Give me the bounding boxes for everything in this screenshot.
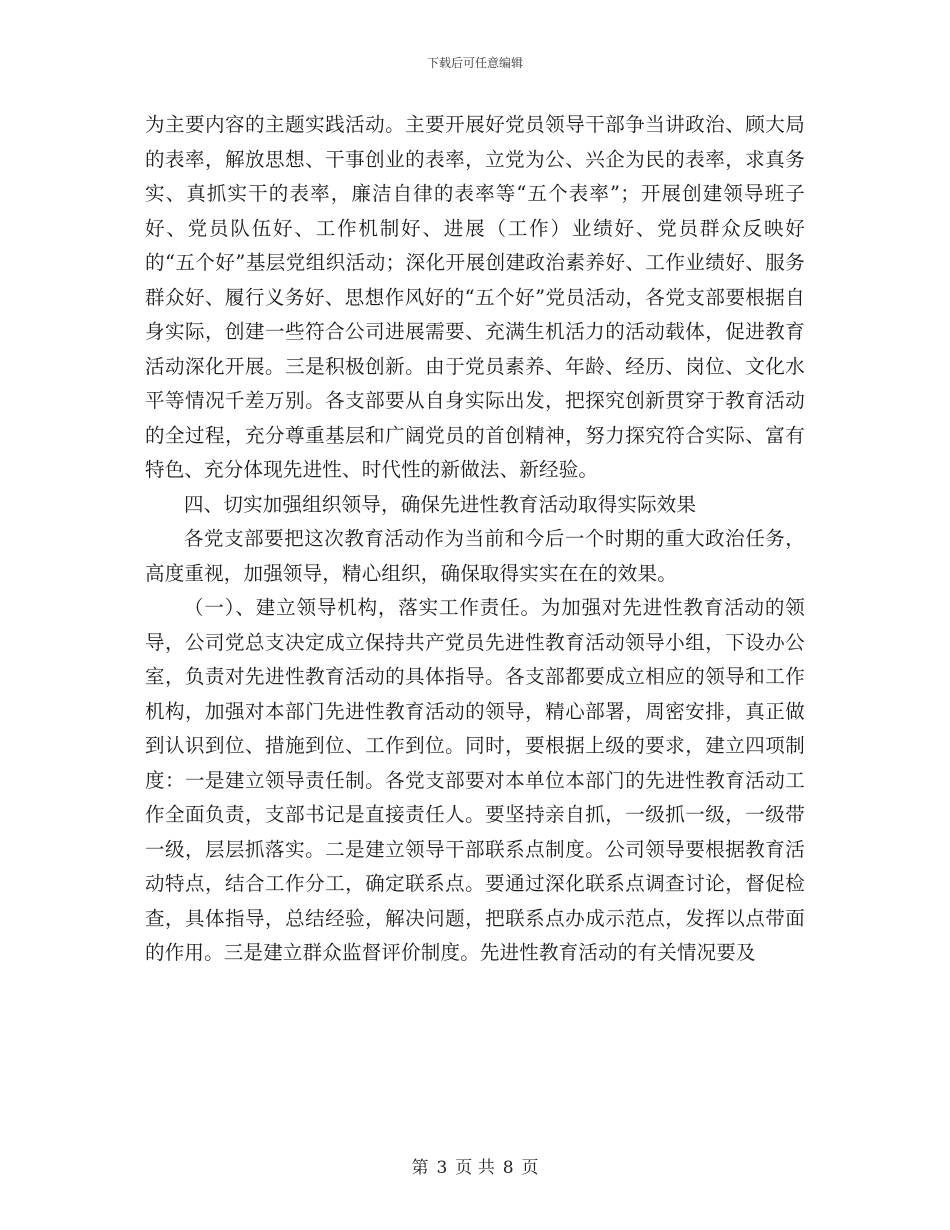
paragraph-subsection-one: （一）、建立领导机构，落实工作责任。为加强对先进性教育活动的领导，公司党总支决定成立保持共产党员先进性教育活动领导小组，下设办公室，负责对先进性教育活动的具体指导。各支部都要成立相应的领导和工作机构，加强对本部门先进性教育活动的领导，精心部署，周密安排，真正做到认识到位、措施到位、工作到位。同时，要根据上级的要求，建立四项制度：一是建立领导责任制。各党支部要对本单位本部门的先进性教育活动工作全面负责，支部书记是直接责任人。要坚持亲自抓，一级抓一级，一级带一级，层层抓落实。二是建立领导干部联系点制度。公司领导要根据教育活动特点，结合工作分工，确定联系点。要通过深化联系点调查讨论，督促检查，具体指导，总结经验，解决问题，把联系点办成示范点，发挥以点带面的作用。三是建立群众监督评价制度。先进性教育活动的有关情况要及 — [145, 596, 805, 964]
footer-current-page: 3 — [436, 1158, 448, 1178]
footer-mid: 页 共 — [455, 1158, 495, 1178]
paragraph-continuation: 为主要内容的主题实践活动。主要开展好党员领导干部争当讲政治、顾大局的表率，解放思想、干事创业的表率，立党为公、兴企为民的表率，求真务实、真抓实干的表率，廉洁自律的表率等“五个表率”；开展创建领导班子好、党员队伍好、工作机制好、进展（工作）业绩好、党员群众反映好的“五个好”基层党组织活动；深化开展创建政治素养好、工作业绩好、服务群众好、履行义务好、思想作风好的“五个好”党员活动，各党支部要根据自身实际，创建一些符合公司进展需要、充满生机活力的活动载体，促进教育活动深化开展。三是积极创新。由于党员素养、年龄、经历、岗位、文化水平等情况千差万别。各支部要从自身实际出发，把探究创新贯穿于教育活动的全过程，充分尊重基层和广阔党员的首创精神，努力探究符合实际、富有特色、充分体现先进性、时代性的新做法、新经验。 — [145, 113, 805, 481]
footer-suffix: 页 — [521, 1158, 539, 1178]
footer-total-pages: 8 — [502, 1158, 514, 1178]
section-heading: 四、切实加强组织领导，确保先进性教育活动取得实际效果 — [184, 492, 697, 516]
paragraph-intro: 各党支部要把这次教育活动作为当前和今后一个时期的重大政治任务，高度重视，加强领导，精心组织，确保取得实实在在的效果。 — [145, 527, 805, 585]
footer-prefix: 第 — [411, 1158, 429, 1178]
page-footer — [0, 1153, 950, 1178]
header-note: 下载后可任意编辑 — [426, 56, 523, 70]
document-body — [145, 108, 805, 971]
